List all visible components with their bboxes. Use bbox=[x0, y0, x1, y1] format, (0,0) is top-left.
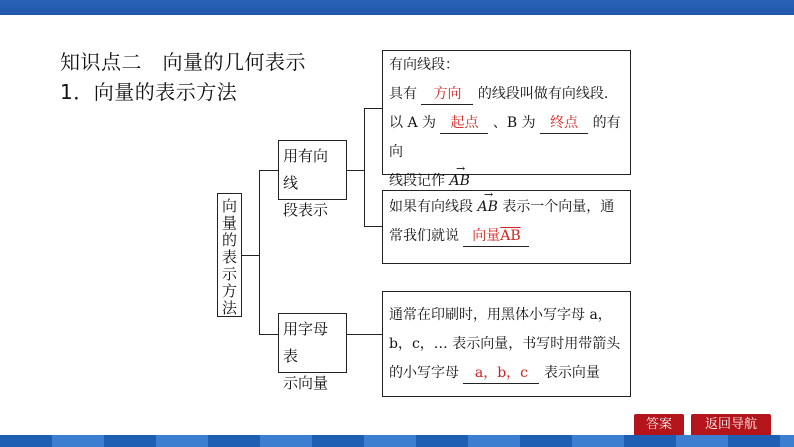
definition-line bbox=[389, 193, 624, 222]
definition-box-directed-segment bbox=[382, 50, 631, 189]
text: 的小写字母 bbox=[389, 365, 459, 381]
root-node bbox=[217, 193, 242, 317]
branch-label-line: 示向量 bbox=[283, 374, 329, 392]
branch2-connector bbox=[259, 334, 278, 335]
root-char: 表 bbox=[221, 248, 237, 266]
answer-blank-end: 终点 bbox=[540, 113, 588, 134]
definition-line bbox=[389, 109, 624, 167]
text: 以 A 为 bbox=[389, 115, 437, 131]
text: 向量 bbox=[472, 228, 501, 244]
branch-directed-segment bbox=[278, 140, 347, 219]
definition-box-letters bbox=[382, 291, 631, 397]
definition-title: 有向线段： bbox=[389, 57, 459, 73]
definition-line bbox=[389, 80, 624, 109]
branch-label-line: 用有向线 bbox=[283, 147, 329, 192]
text: 的有向 bbox=[389, 115, 621, 160]
subsection-title: 1．向量的表示方法 bbox=[60, 80, 238, 104]
text: 表示向量 bbox=[543, 365, 600, 381]
branch2-out bbox=[347, 334, 382, 335]
section-title: 知识点二 向量的几何表示 bbox=[60, 50, 306, 74]
text: 线段记作 bbox=[389, 173, 445, 189]
branch-label-line: 段表示 bbox=[283, 201, 329, 219]
definition-box-vector bbox=[382, 190, 631, 264]
branch1-out bbox=[347, 170, 365, 171]
text: 、B 为 bbox=[492, 115, 536, 131]
root-char: 向 bbox=[221, 197, 237, 215]
branch-letter-notation bbox=[278, 313, 347, 392]
root-char: 量 bbox=[221, 214, 237, 232]
bottom-banner bbox=[0, 435, 794, 447]
answer-blank-start: 起点 bbox=[440, 113, 488, 134]
root-char: 法 bbox=[221, 299, 237, 317]
text: 如果有向线段 bbox=[389, 199, 473, 215]
branch-label-line: 用字母表 bbox=[283, 320, 329, 365]
text: 具有 bbox=[389, 86, 417, 102]
root-char: 方 bbox=[221, 282, 237, 300]
definition-line: b，c，… 表示向量，书写时用带箭头 bbox=[389, 336, 621, 352]
text: 常我们就说 bbox=[389, 228, 459, 244]
text: 表示一个向量，通 bbox=[502, 199, 615, 215]
back-nav-button[interactable]: 返回导航 bbox=[691, 414, 771, 436]
branch1-connector bbox=[259, 170, 278, 171]
definition-line: 通常在印刷时，用黑体小写字母 a， bbox=[389, 307, 612, 323]
leaf1-connector bbox=[364, 108, 382, 109]
answer-button[interactable]: 答案 bbox=[634, 414, 684, 436]
root-vertical bbox=[259, 170, 260, 334]
answer-blank-vector bbox=[463, 226, 529, 247]
answer-blank-direction: 方向 bbox=[421, 84, 473, 105]
vector-ab: $\overline{AB}$ bbox=[500, 228, 521, 244]
vector-ab: → AB bbox=[449, 167, 469, 196]
text: 的线段叫做有向线段. bbox=[477, 86, 609, 102]
vector-ab: → AB bbox=[477, 193, 497, 222]
definition-line bbox=[389, 222, 624, 251]
leaf2-connector bbox=[364, 226, 382, 227]
root-char: 示 bbox=[221, 265, 237, 283]
root-char: 的 bbox=[221, 231, 237, 249]
answer-blank-letters: a，b，c bbox=[463, 363, 539, 384]
branch1-split bbox=[364, 108, 365, 226]
definition-line bbox=[389, 359, 624, 388]
top-banner bbox=[0, 0, 794, 15]
root-connector bbox=[242, 255, 260, 256]
